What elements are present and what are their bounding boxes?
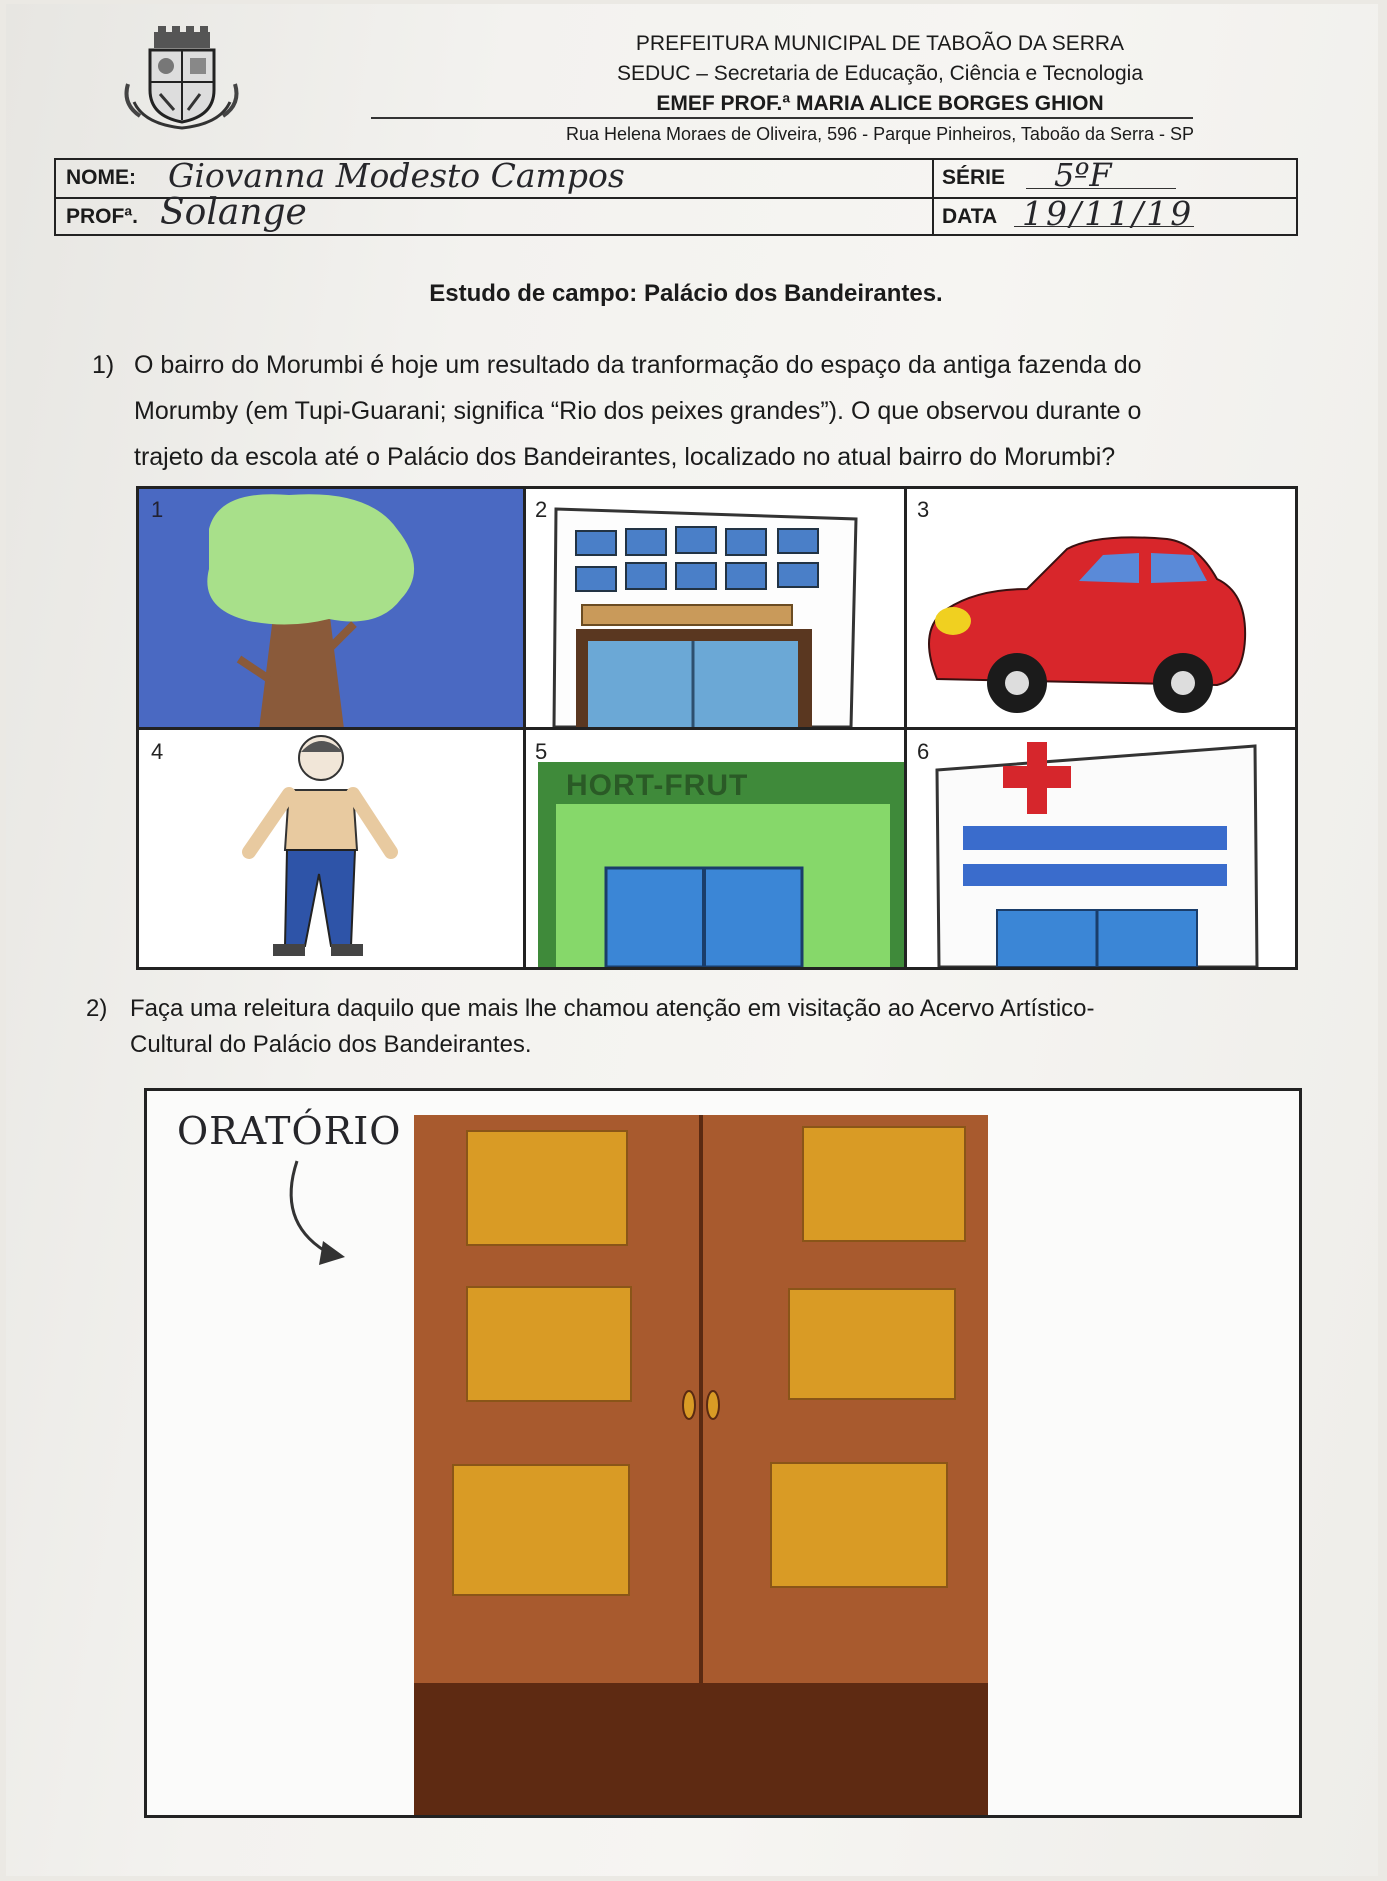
panel-2-building-drawing xyxy=(526,489,904,727)
panel-3-car-drawing xyxy=(907,489,1298,727)
panel-4-person-drawing xyxy=(139,730,523,967)
panel-1-tree-drawing xyxy=(139,489,523,729)
serie-value: 5ºF xyxy=(1054,156,1112,194)
oratorio-label: ORATÓRIO xyxy=(177,1109,402,1153)
reinterpretation-drawing-box xyxy=(144,1088,1302,1818)
panel-1-number: 1 xyxy=(151,497,164,522)
panel-2-number: 2 xyxy=(535,497,548,522)
data-value: 19/11/19 xyxy=(1022,194,1195,233)
panel-5-store-drawing xyxy=(526,730,904,967)
question1-number: 1) xyxy=(92,351,115,379)
header-address: Rua Helena Moraes de Oliveira, 596 - Parque Pinheiros, Taboão da Serra - SP xyxy=(565,124,1194,144)
name-value: Giovanna Modesto Campos xyxy=(168,156,625,195)
header-prefeitura: PREFEITURA MUNICIPAL DE TABOÃO DA SERRA xyxy=(635,32,1125,55)
prof-value: Solange xyxy=(160,192,307,233)
name-label: NOME: xyxy=(66,166,136,189)
panel-5-sign: HORT-FRUT xyxy=(566,769,749,802)
header-rule xyxy=(371,117,1193,119)
worksheet-title: Estudo de campo: Palácio dos Bandeirantes. xyxy=(429,280,943,307)
header-school: EMEF PROF.ª MARIA ALICE BORGES GHION xyxy=(656,92,1104,115)
question1-line-2: Morumby (em Tupi-Guarani; significa “Rio dos peixes grandes”). O que observou durante o xyxy=(134,397,1142,425)
question2-number: 2) xyxy=(86,995,108,1022)
observation-drawing-grid xyxy=(136,486,1298,970)
data-label: DATA xyxy=(942,205,998,228)
question2-line-1: Faça uma releitura daquilo que mais lhe chamou atenção em visitação ao Acervo Artístico- xyxy=(130,995,1095,1022)
header-seduc: SEDUC – Secretaria de Educação, Ciência e Tecnologia xyxy=(616,62,1144,85)
panel-4-number: 4 xyxy=(151,739,164,764)
question1-line-1: O bairro do Morumbi é hoje um resultado da tranformação do espaço da antiga fazenda do xyxy=(134,351,1142,379)
serie-label: SÉRIE xyxy=(942,166,1006,189)
panel-5-number: 5 xyxy=(535,739,548,764)
oratorio-drawing xyxy=(147,1091,1299,1815)
question1-line-3: trajeto da escola até o Palácio dos Bandeirantes, localizado no atual bairro do Morumbi? xyxy=(134,443,1116,471)
worksheet-page xyxy=(6,4,1378,1876)
prof-label: PROFª. xyxy=(66,205,138,228)
question2-line-2: Cultural do Palácio dos Bandeirantes. xyxy=(130,1031,532,1058)
panel-6-number: 6 xyxy=(917,739,930,764)
student-info-box xyxy=(54,158,1298,236)
panel-6-hospital-drawing xyxy=(907,730,1298,967)
panel-3-number: 3 xyxy=(917,497,930,522)
